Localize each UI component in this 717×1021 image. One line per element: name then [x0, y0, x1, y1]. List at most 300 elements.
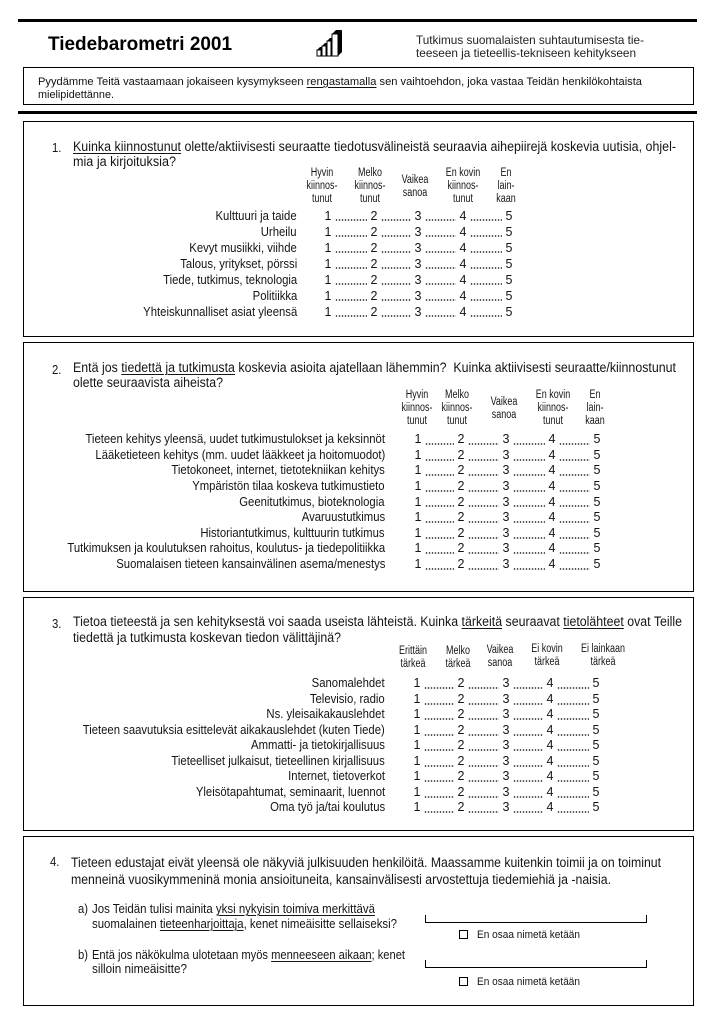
- subquestion-b-line-1: Entä jos näkökulma ulotetaan myös menneeseen aikaan; kenet: [92, 948, 405, 962]
- rating-option-5[interactable]: 5: [593, 525, 601, 540]
- row-label: Internet, tietoverkot: [288, 769, 385, 784]
- dot-leader: [559, 490, 590, 492]
- row-label: Tiede, tutkimus, teknologia: [162, 273, 297, 287]
- rating-row: [0, 272, 717, 288]
- rating-option-5[interactable]: 5: [592, 769, 600, 784]
- rating-option-4[interactable]: 4: [459, 289, 467, 303]
- subquestion-b-line-2: silloin nimeäisitte?: [92, 962, 187, 976]
- rating-option-3[interactable]: 3: [502, 541, 510, 556]
- emphasis-circle-instruction: rengastamalla: [306, 75, 377, 88]
- rating-option-4[interactable]: 4: [548, 432, 556, 447]
- rating-option-1[interactable]: 1: [324, 305, 332, 319]
- subtitle-line-1: Tutkimus suomalaisten suhtautumisesta tie-: [416, 32, 644, 47]
- rating-option-4[interactable]: 4: [459, 257, 467, 271]
- rating-row: [0, 224, 717, 240]
- dot-leader: [425, 568, 454, 570]
- dot-leader: [470, 283, 502, 285]
- rating-option-4[interactable]: 4: [548, 463, 556, 478]
- rating-option-1[interactable]: 1: [324, 289, 332, 303]
- rating-option-4[interactable]: 4: [546, 691, 554, 706]
- dot-leader: [557, 811, 589, 813]
- dot-leader: [513, 703, 543, 705]
- question-3-number: 3.: [52, 617, 62, 631]
- rating-option-1[interactable]: 1: [414, 432, 422, 447]
- row-label: Tietokoneet, internet, tietotekniikan kehitys: [171, 463, 385, 478]
- rating-option-1[interactable]: 1: [413, 676, 421, 691]
- rating-option-5[interactable]: 5: [505, 273, 513, 287]
- rating-row: [0, 304, 717, 320]
- rating-option-5[interactable]: 5: [505, 209, 513, 223]
- rating-row: [0, 510, 717, 526]
- rating-option-2[interactable]: 2: [457, 463, 465, 478]
- rating-option-3[interactable]: 3: [502, 525, 510, 540]
- row-label: Yhteiskunnalliset asiat yleensä: [142, 305, 297, 319]
- dot-leader: [470, 315, 502, 317]
- rating-row: [0, 256, 717, 272]
- dot-leader: [468, 703, 499, 705]
- rating-option-1[interactable]: 1: [414, 478, 422, 493]
- dot-leader: [425, 505, 454, 507]
- rating-option-1[interactable]: 1: [414, 556, 422, 571]
- dot-leader: [335, 267, 367, 269]
- column-header-very-interested: Hyvin kiinnos- tunut: [306, 166, 338, 205]
- rating-option-5[interactable]: 5: [593, 494, 601, 509]
- rating-option-2[interactable]: 2: [370, 305, 378, 319]
- dot-leader: [513, 490, 545, 492]
- rating-option-2[interactable]: 2: [457, 769, 465, 784]
- rating-option-1[interactable]: 1: [413, 707, 421, 722]
- cant-name-anyone-checkbox-b[interactable]: [459, 977, 468, 986]
- dot-leader: [425, 219, 456, 221]
- question-2-number: 2.: [52, 363, 62, 377]
- rating-option-2[interactable]: 2: [457, 510, 465, 525]
- row-label: Tieteelliset julkaisut, tieteellinen kirjallisuus: [171, 753, 385, 768]
- cant-name-anyone-label-b: En osaa nimetä ketään: [477, 975, 580, 988]
- question-3-text-line-1: Tietoa tieteestä ja sen kehityksestä voi saada useista lähteistä. Kuinka tärkeitä seuraavat tietolähteet ovat Teille: [73, 614, 682, 629]
- dot-leader: [381, 251, 411, 253]
- rating-option-2[interactable]: 2: [457, 784, 465, 799]
- question-3-emphasis-important: tärkeitä: [461, 614, 503, 629]
- dot-leader: [424, 811, 454, 813]
- dot-leader: [513, 459, 545, 461]
- dot-leader: [381, 315, 411, 317]
- column-header-hard-to-say: Vaikea sanoa: [401, 173, 429, 199]
- rating-option-4[interactable]: 4: [459, 273, 467, 287]
- rating-option-4[interactable]: 4: [548, 510, 556, 525]
- row-label: Kulttuuri ja taide: [215, 209, 297, 223]
- dot-leader: [513, 505, 545, 507]
- rating-option-5[interactable]: 5: [592, 707, 600, 722]
- dot-leader: [425, 521, 454, 523]
- column-header-hard-to-say: Vaikea sanoa: [486, 643, 514, 669]
- row-label: Sanomalehdet: [312, 676, 385, 691]
- rating-option-4[interactable]: 4: [546, 722, 554, 737]
- dot-leader: [425, 474, 454, 476]
- dot-leader: [468, 443, 499, 445]
- column-header-very-interested: Hyvin kiinnos- tunut: [401, 388, 433, 427]
- answer-field-b[interactable]: [425, 960, 647, 968]
- row-label: Televisio, radio: [310, 691, 385, 706]
- dot-leader: [425, 490, 454, 492]
- dot-leader: [381, 283, 411, 285]
- dot-leader: [468, 765, 499, 767]
- rating-option-5[interactable]: 5: [593, 447, 601, 462]
- dot-leader: [424, 749, 454, 751]
- rating-option-3[interactable]: 3: [502, 753, 510, 768]
- rating-option-2[interactable]: 2: [457, 707, 465, 722]
- dot-leader: [468, 780, 499, 782]
- dot-leader: [513, 687, 543, 689]
- dot-leader: [468, 521, 499, 523]
- rating-option-2[interactable]: 2: [457, 494, 465, 509]
- rating-option-1[interactable]: 1: [413, 753, 421, 768]
- rating-option-3[interactable]: 3: [502, 432, 510, 447]
- column-header-very-important: Erittäin tärkeä: [399, 644, 427, 670]
- subquestion-b-marker: b): [78, 948, 88, 962]
- dot-leader: [559, 521, 590, 523]
- rating-option-1[interactable]: 1: [324, 225, 332, 239]
- rating-row: [0, 557, 717, 573]
- question-1-emphasis: Kuinka kiinnostunut: [73, 139, 182, 154]
- instructions-line-2: mielipidettänne.: [38, 88, 114, 101]
- question-1-number: 1.: [52, 141, 62, 155]
- rating-option-2[interactable]: 2: [457, 738, 465, 753]
- rating-row: [0, 432, 717, 448]
- rating-option-1[interactable]: 1: [324, 273, 332, 287]
- rating-option-1[interactable]: 1: [413, 800, 421, 815]
- rating-option-4[interactable]: 4: [459, 305, 467, 319]
- question-2-emphasis: tiedettä ja tutkimusta: [121, 360, 235, 375]
- dot-leader: [381, 219, 411, 221]
- row-label: Ammatti- ja tietokirjallisuus: [251, 738, 385, 753]
- rating-option-1[interactable]: 1: [414, 494, 422, 509]
- rating-option-1[interactable]: 1: [414, 447, 422, 462]
- rating-row: [0, 754, 717, 770]
- rating-option-3[interactable]: 3: [414, 241, 422, 255]
- column-header-not-very-interested: En kovin kiinnos- tunut: [445, 166, 481, 205]
- question-1-text-line-2: mia ja kirjoituksia?: [73, 154, 176, 169]
- dot-leader: [559, 568, 590, 570]
- column-header-fairly-interested: Melko kiinnos- tunut: [354, 166, 386, 205]
- top-rule: [18, 19, 697, 22]
- rating-option-2[interactable]: 2: [457, 432, 465, 447]
- rating-option-4[interactable]: 4: [548, 556, 556, 571]
- dot-leader: [559, 505, 590, 507]
- dot-leader: [470, 251, 502, 253]
- row-label: Geenitutkimus, bioteknologia: [239, 494, 385, 509]
- rating-row: [0, 463, 717, 479]
- dot-leader: [381, 299, 411, 301]
- dot-leader: [468, 474, 499, 476]
- dot-leader: [513, 521, 545, 523]
- rating-row: [0, 541, 717, 557]
- dot-leader: [557, 718, 589, 720]
- dot-leader: [424, 734, 454, 736]
- rating-row: [0, 448, 717, 464]
- dot-leader: [513, 474, 545, 476]
- subquestion-a-emphasis: yksi nykyisin toimiva merkittävä: [215, 902, 375, 916]
- column-header-not-at-all-important: Ei lainkaan tärkeä: [581, 642, 625, 668]
- question-1-text-line-1: Kuinka kiinnostunut olette/aktiivisesti seuraatte tiedotusvälineistä seuraavia aihepiirejä koskevia uutisia, ohjel-: [73, 139, 676, 154]
- rating-option-2[interactable]: 2: [370, 257, 378, 271]
- dot-leader: [557, 734, 589, 736]
- answer-field-a[interactable]: [425, 915, 647, 923]
- rating-option-3[interactable]: 3: [502, 800, 510, 815]
- dot-leader: [381, 267, 411, 269]
- row-label: Avaruustutkimus: [301, 510, 385, 525]
- dot-leader: [468, 796, 499, 798]
- rating-option-1[interactable]: 1: [413, 769, 421, 784]
- row-label: Tieteen kehitys yleensä, uudet tutkimustulokset ja keksinnöt: [85, 432, 385, 447]
- rating-option-4[interactable]: 4: [546, 769, 554, 784]
- rating-option-4[interactable]: 4: [546, 800, 554, 815]
- dot-leader: [557, 703, 589, 705]
- question-3-rating-rows: [0, 676, 717, 816]
- question-2-rating-rows: [0, 432, 717, 572]
- column-header-fairly-important: Melko tärkeä: [445, 644, 471, 670]
- rating-option-5[interactable]: 5: [592, 784, 600, 799]
- rating-option-4[interactable]: 4: [548, 478, 556, 493]
- rating-option-4[interactable]: 4: [546, 707, 554, 722]
- question-4-number: 4.: [50, 855, 60, 869]
- dot-leader: [335, 299, 367, 301]
- rating-option-3[interactable]: 3: [502, 676, 510, 691]
- rating-option-4[interactable]: 4: [548, 494, 556, 509]
- row-label: Urheilu: [261, 225, 297, 239]
- rating-row: [0, 526, 717, 542]
- rating-option-2[interactable]: 2: [457, 556, 465, 571]
- rating-option-4[interactable]: 4: [546, 753, 554, 768]
- dot-leader: [468, 552, 499, 554]
- section-rule: [18, 111, 697, 114]
- subtitle-line-2: teeseen ja tieteellis-tekniseen kehitykseen: [416, 45, 636, 60]
- row-label: Talous, yritykset, pörssi: [180, 257, 297, 271]
- rating-option-4[interactable]: 4: [459, 241, 467, 255]
- dot-leader: [559, 552, 590, 554]
- rating-option-5[interactable]: 5: [505, 225, 513, 239]
- dot-leader: [559, 459, 590, 461]
- dot-leader: [468, 568, 499, 570]
- rating-option-5[interactable]: 5: [505, 305, 513, 319]
- rating-option-5[interactable]: 5: [592, 738, 600, 753]
- dot-leader: [513, 765, 543, 767]
- dot-leader: [557, 687, 589, 689]
- question-2-text-line-2: olette seuraavista aiheista?: [73, 375, 223, 390]
- dot-leader: [425, 283, 456, 285]
- rating-option-1[interactable]: 1: [324, 209, 332, 223]
- rating-option-5[interactable]: 5: [592, 800, 600, 815]
- rating-row: [0, 800, 717, 816]
- column-header-not-very-important: Ei kovin tärkeä: [531, 642, 563, 668]
- rating-option-5[interactable]: 5: [592, 722, 600, 737]
- rating-option-2[interactable]: 2: [457, 722, 465, 737]
- dot-leader: [470, 235, 502, 237]
- rating-option-2[interactable]: 2: [457, 478, 465, 493]
- dot-leader: [470, 219, 502, 221]
- rating-option-1[interactable]: 1: [414, 510, 422, 525]
- rating-option-3[interactable]: 3: [502, 510, 510, 525]
- dot-leader: [425, 251, 456, 253]
- rating-row: [0, 738, 717, 754]
- dot-leader: [468, 490, 499, 492]
- dot-leader: [424, 796, 454, 798]
- rating-option-4[interactable]: 4: [546, 784, 554, 799]
- rating-row: [0, 769, 717, 785]
- rating-row: [0, 288, 717, 304]
- rating-option-4[interactable]: 4: [546, 676, 554, 691]
- rating-option-1[interactable]: 1: [413, 722, 421, 737]
- rating-row: [0, 495, 717, 511]
- rating-option-3[interactable]: 3: [502, 556, 510, 571]
- rating-row: [0, 723, 717, 739]
- subquestion-a-emphasis-2: tieteenharjoittaja: [159, 917, 244, 931]
- rating-option-5[interactable]: 5: [593, 463, 601, 478]
- rating-option-3[interactable]: 3: [502, 494, 510, 509]
- dot-leader: [425, 299, 456, 301]
- rating-option-1[interactable]: 1: [324, 241, 332, 255]
- dot-leader: [513, 537, 545, 539]
- dot-leader: [468, 749, 499, 751]
- row-label: Ns. yleisaikakauslehdet: [266, 707, 385, 722]
- dot-leader: [513, 734, 543, 736]
- dot-leader: [513, 749, 543, 751]
- rating-option-3[interactable]: 3: [502, 707, 510, 722]
- rating-option-4[interactable]: 4: [548, 447, 556, 462]
- rating-option-5[interactable]: 5: [593, 556, 601, 571]
- question-3-emphasis-sources: tietolähteet: [563, 614, 624, 629]
- rating-option-5[interactable]: 5: [593, 541, 601, 556]
- rating-option-1[interactable]: 1: [414, 541, 422, 556]
- dot-leader: [468, 718, 499, 720]
- dot-leader: [424, 765, 454, 767]
- column-header-not-very-interested: En kovin kiinnos- tunut: [535, 388, 571, 427]
- rating-option-4[interactable]: 4: [459, 225, 467, 239]
- row-label: Oma työ ja/tai koulutus: [269, 800, 385, 815]
- rating-option-1[interactable]: 1: [413, 691, 421, 706]
- rating-option-3[interactable]: 3: [502, 738, 510, 753]
- rating-option-3[interactable]: 3: [414, 225, 422, 239]
- dot-leader: [468, 687, 499, 689]
- rating-option-2[interactable]: 2: [370, 289, 378, 303]
- rating-option-5[interactable]: 5: [592, 676, 600, 691]
- dot-leader: [470, 267, 502, 269]
- rating-option-4[interactable]: 4: [459, 209, 467, 223]
- rating-option-3[interactable]: 3: [414, 209, 422, 223]
- column-header-not-at-all: En lain- kaan: [585, 388, 605, 427]
- rating-option-5[interactable]: 5: [593, 510, 601, 525]
- rating-option-5[interactable]: 5: [505, 289, 513, 303]
- row-label: Politiikka: [252, 289, 297, 303]
- rating-option-1[interactable]: 1: [414, 525, 422, 540]
- dot-leader: [425, 235, 456, 237]
- rating-option-3[interactable]: 3: [414, 305, 422, 319]
- subquestion-a-line-2: suomalainen tieteenharjoittaja, kenet nimeäisitte sellaiseksi?: [92, 917, 397, 931]
- column-header-not-at-all: En lain- kaan: [496, 166, 516, 205]
- dot-leader: [468, 537, 499, 539]
- dot-leader: [513, 568, 545, 570]
- dot-leader: [513, 443, 545, 445]
- dot-leader: [335, 315, 367, 317]
- rating-option-1[interactable]: 1: [414, 463, 422, 478]
- question-3-text-line-2: tiedettä ja tutkimusta koskevan tiedon välittäjinä?: [73, 630, 341, 645]
- rating-option-5[interactable]: 5: [592, 691, 600, 706]
- rating-option-3[interactable]: 3: [414, 273, 422, 287]
- dot-leader: [557, 749, 589, 751]
- rating-option-3[interactable]: 3: [502, 691, 510, 706]
- rating-option-2[interactable]: 2: [370, 273, 378, 287]
- dot-leader: [468, 811, 499, 813]
- rating-option-2[interactable]: 2: [457, 800, 465, 815]
- dot-leader: [513, 780, 543, 782]
- column-header-fairly-interested: Melko kiinnos- tunut: [441, 388, 473, 427]
- rating-option-1[interactable]: 1: [413, 738, 421, 753]
- rating-row: [0, 240, 717, 256]
- rating-option-2[interactable]: 2: [457, 753, 465, 768]
- rating-option-2[interactable]: 2: [370, 209, 378, 223]
- rating-option-2[interactable]: 2: [457, 447, 465, 462]
- rating-option-4[interactable]: 4: [548, 541, 556, 556]
- rating-option-3[interactable]: 3: [502, 722, 510, 737]
- row-label: Yleisötapahtumat, seminaarit, luennot: [195, 784, 385, 799]
- rating-option-4[interactable]: 4: [546, 738, 554, 753]
- rating-option-2[interactable]: 2: [457, 691, 465, 706]
- row-label: Tutkimuksen ja koulutuksen rahoitus, koulutus- ja tiedepolitiikka: [67, 541, 385, 556]
- row-label: Suomalaisen tieteen kansainvälinen asema/menestys: [115, 556, 385, 571]
- rating-option-3[interactable]: 3: [414, 257, 422, 271]
- rating-option-2[interactable]: 2: [457, 541, 465, 556]
- rating-option-3[interactable]: 3: [502, 447, 510, 462]
- page-title: Tiedebarometri 2001: [48, 34, 232, 55]
- question-4-text-line-2: menneinä vuosikymmeninä monia ansioituneita, kansainvälisesti arvostettuja tiedemiehiä ja -naisia.: [71, 872, 611, 887]
- rating-option-5[interactable]: 5: [505, 241, 513, 255]
- rating-option-2[interactable]: 2: [457, 525, 465, 540]
- dot-leader: [381, 235, 411, 237]
- rating-option-2[interactable]: 2: [370, 225, 378, 239]
- row-label: Tieteen saavutuksia esittelevät aikakauslehdet (kuten Tiede): [82, 722, 385, 737]
- dot-leader: [468, 459, 499, 461]
- rating-option-2[interactable]: 2: [370, 241, 378, 255]
- rating-option-5[interactable]: 5: [505, 257, 513, 271]
- dot-leader: [470, 299, 502, 301]
- cant-name-anyone-checkbox-a[interactable]: [459, 930, 468, 939]
- rating-option-1[interactable]: 1: [413, 784, 421, 799]
- dot-leader: [425, 459, 454, 461]
- dot-leader: [513, 552, 545, 554]
- subquestion-a-marker: a): [78, 902, 88, 916]
- rating-option-2[interactable]: 2: [457, 676, 465, 691]
- subquestion-a-line-1: Jos Teidän tulisi mainita yksi nykyisin toimiva merkittävä: [92, 902, 375, 916]
- column-header-hard-to-say: Vaikea sanoa: [490, 395, 518, 421]
- rating-option-3[interactable]: 3: [414, 289, 422, 303]
- dot-leader: [335, 251, 367, 253]
- rating-option-3[interactable]: 3: [502, 478, 510, 493]
- dot-leader: [424, 687, 454, 689]
- row-label: Ympäristön tilaa koskeva tutkimustieto: [192, 478, 385, 493]
- rating-option-4[interactable]: 4: [548, 525, 556, 540]
- rating-option-3[interactable]: 3: [502, 769, 510, 784]
- rating-option-3[interactable]: 3: [502, 463, 510, 478]
- rating-option-3[interactable]: 3: [502, 784, 510, 799]
- rating-option-5[interactable]: 5: [593, 432, 601, 447]
- row-label: Historiantutkimus, kulttuurin tutkimus: [200, 525, 385, 540]
- rating-option-5[interactable]: 5: [592, 753, 600, 768]
- rating-option-5[interactable]: 5: [593, 478, 601, 493]
- rating-row: [0, 707, 717, 723]
- dot-leader: [468, 734, 499, 736]
- rating-row: [0, 479, 717, 495]
- dot-leader: [557, 765, 589, 767]
- rating-option-1[interactable]: 1: [324, 257, 332, 271]
